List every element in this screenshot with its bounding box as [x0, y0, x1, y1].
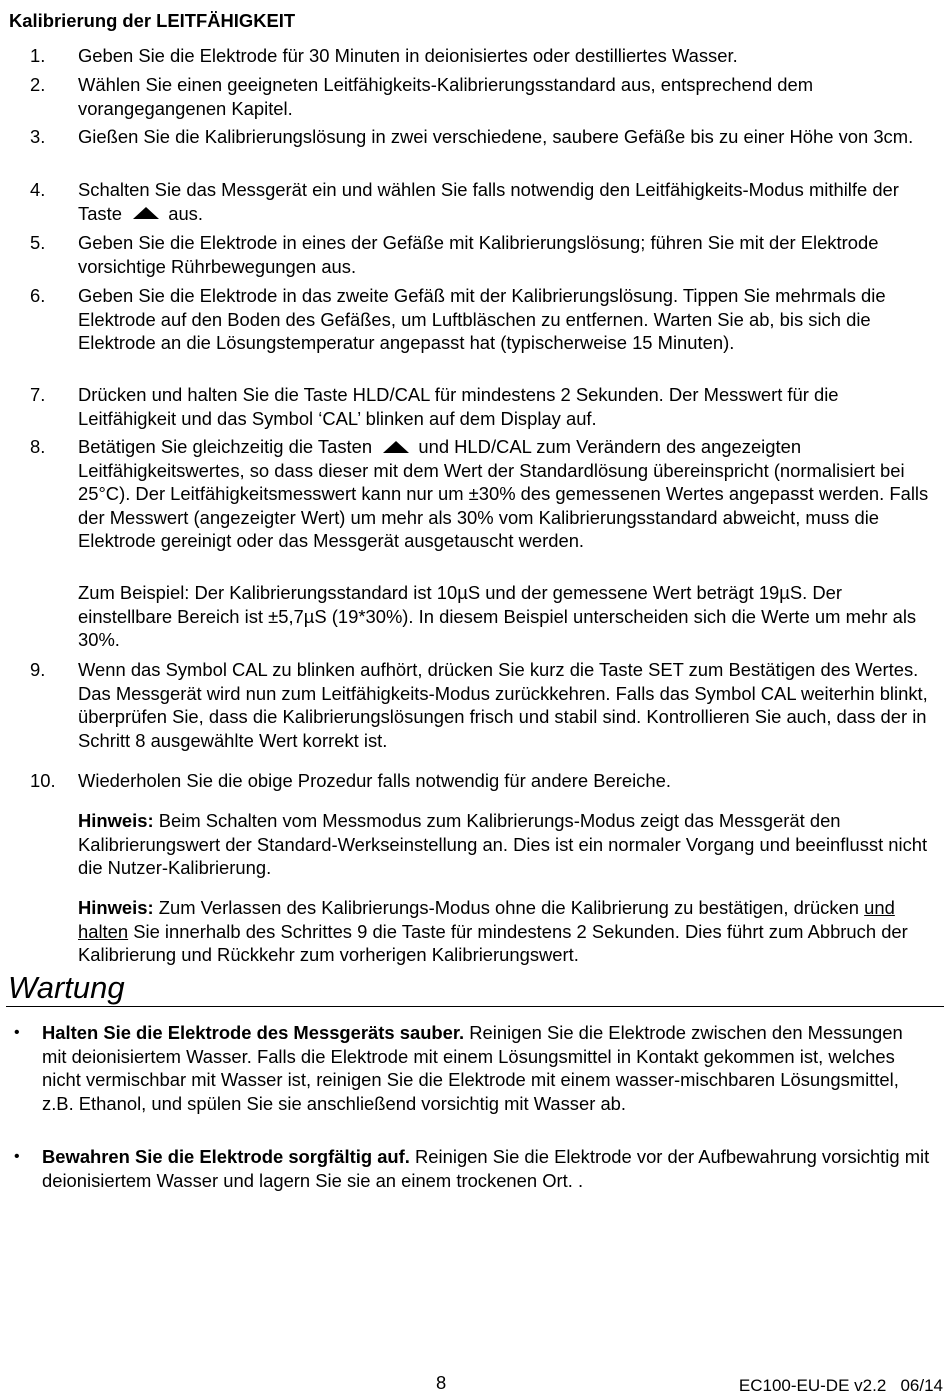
step-number: 2. [30, 74, 46, 95]
bullet-text: Reinigen Sie die Elektrode zwischen den Messungen mit deionisiertem Wasser. Falls die Elektrode mit einem Lösungsmittel in Kontakt gekommen ist, welches nicht vermischbar mit Wasser ist, reinigen Sie die Elektrode mit einem wasser-mischbaren Lösungsmittel, z.B. Ethanol, und spülen Sie sie anschließend vorsichtig mit Wasser ab. [42, 1022, 903, 1114]
bullet-icon: • [14, 1024, 20, 1041]
bullet-item [42, 1021, 932, 1115]
section-divider [6, 1006, 944, 1007]
step-number: 5. [30, 232, 46, 253]
step-number: 10. [30, 770, 56, 791]
bullet-text: Reinigen Sie die Elektrode vor der Aufbewahrung vorsichtig mit deionisiertem Wasser und lagern Sie sie an einem trockenen Ort. . [42, 1146, 930, 1191]
step-text [78, 435, 938, 553]
step-text-part: und HLD/CAL zum Verändern des angezeigten Leitfähigkeitswertes, so dass dieser mit dem Wert der Standardlösung übereinspricht (normalisiert bei 25°C). Der Leitfähigkeitsmesswert kann nur um ±30% des gemessenen Wertes angepasst werden. Falls der Messwert (angezeigter Wert) um mehr als 30% vom Kalibrierungsstandard abweicht, muss die Elektrode gereinigt oder das Messgerät ausgetauscht werden. [78, 436, 929, 552]
step-number: 7. [30, 384, 46, 405]
note-text: Sie innerhalb des Schrittes 9 die Taste für mindestens 2 Sekunden. Dies führt zum Abbruch der Kalibrierung und Rückkehr zum vorherigen Kalibrierungswert. [78, 920, 908, 966]
step-number: 3. [30, 126, 46, 147]
bullet-item [42, 1145, 932, 1192]
page-number: 8 [436, 1372, 447, 1393]
step-text-part: Schalten Sie das Messgerät ein und wählen Sie falls notwendig den Leitfähigkeits-Modus mithilfe der Taste [78, 179, 899, 224]
step-text: Wenn das Symbol CAL zu blinken aufhört, drücken Sie kurz die Taste SET zum Bestätigen des Wertes. Das Messgerät wird nun zum Leitfähigkeits-Modus zurückkehren. Falls das Symbol CAL weiterhin blinkt, überprüfen Sie, dass die Kalibrierungslösungen frisch und stabil sind. Kontrollieren Sie auch, dass der in Schritt 8 ausgewählte Wert korrekt ist. [78, 659, 928, 751]
step-text: Gießen Sie die Kalibrierungslösung in zwei verschiedene, saubere Gefäße bis zu einer Höhe von 3cm. [78, 126, 914, 147]
step-text: Wiederholen Sie die obige Prozedur falls notwendig für andere Bereiche. [78, 770, 671, 791]
section-title: Wartung [8, 970, 125, 1005]
bullet-lead: Bewahren Sie die Elektrode sorgfältig auf. [42, 1146, 410, 1167]
step-number: 1. [30, 45, 46, 66]
step-example: Zum Beispiel: Der Kalibrierungsstandard ist 10µS und der gemessene Wert beträgt 19µS. Der einstellbare Bereich ist ±5,7µS (19*30%). In diesem Beispiel unterscheiden sich die Werte um mehr als 30%. [78, 582, 917, 651]
note [78, 809, 938, 880]
up-arrow-key-icon [383, 441, 409, 453]
bullet-icon: • [14, 1148, 20, 1165]
note-text: Beim Schalten vom Messmodus zum Kalibrierungs-Modus zeigt das Messgerät den Kalibrierungswert der Standard-Werkseinstellung an. Dies ist ein normaler Vorgang und beeinflusst nicht die Nutzer-Kalibrierung. [78, 810, 928, 879]
bullet-lead: Halten Sie die Elektrode des Messgeräts sauber. [42, 1022, 465, 1043]
note-label: Hinweis: [78, 810, 154, 831]
step-text [78, 178, 938, 225]
step-text: Geben Sie die Elektrode in das zweite Gefäß mit der Kalibrierungslösung. Tippen Sie mehrmals die Elektrode auf den Boden des Gefäßes, um Luftbläschen zu entfernen. Warten Sie ab, bis sich die Elektrode an die Lösungstemperatur angepasst hat (typischerweise 15 Minuten). [78, 285, 886, 354]
step-number: 6. [30, 285, 46, 306]
note [78, 896, 938, 967]
section-heading: Kalibrierung der LEITFÄHIGKEIT [9, 10, 296, 31]
step-text-part: Betätigen Sie gleichzeitig die Tasten [78, 436, 373, 457]
step-text-part: aus. [168, 202, 203, 224]
step-number: 8. [30, 436, 46, 457]
step-text: Drücken und halten Sie die Taste HLD/CAL für mindestens 2 Sekunden. Der Messwert für die Leitfähigkeit und das Symbol ‘CAL’ blinken auf dem Display auf. [78, 384, 839, 429]
step-text: Geben Sie die Elektrode in eines der Gefäße mit Kalibrierungslösung; führen Sie mit der Elektrode vorsichtige Rührbewegungen aus. [78, 232, 879, 277]
step-number: 9. [30, 659, 46, 680]
step-number: 4. [30, 179, 46, 200]
note-underlined-text: und halten [78, 897, 895, 942]
up-arrow-key-icon [133, 207, 159, 219]
document-id: EC100-EU-DE v2.2 06/14 [738, 1376, 943, 1395]
step-text: Wählen Sie einen geeigneten Leitfähigkeits-Kalibrierungsstandard aus, entsprechend dem vorangegangenen Kapitel. [78, 74, 814, 119]
note-text: Zum Verlassen des Kalibrierungs-Modus ohne die Kalibrierung zu bestätigen, drücken [158, 897, 860, 918]
note-label: Hinweis: [78, 897, 154, 918]
step-text: Geben Sie die Elektrode für 30 Minuten in deionisiertes oder destilliertes Wasser. [78, 45, 738, 66]
